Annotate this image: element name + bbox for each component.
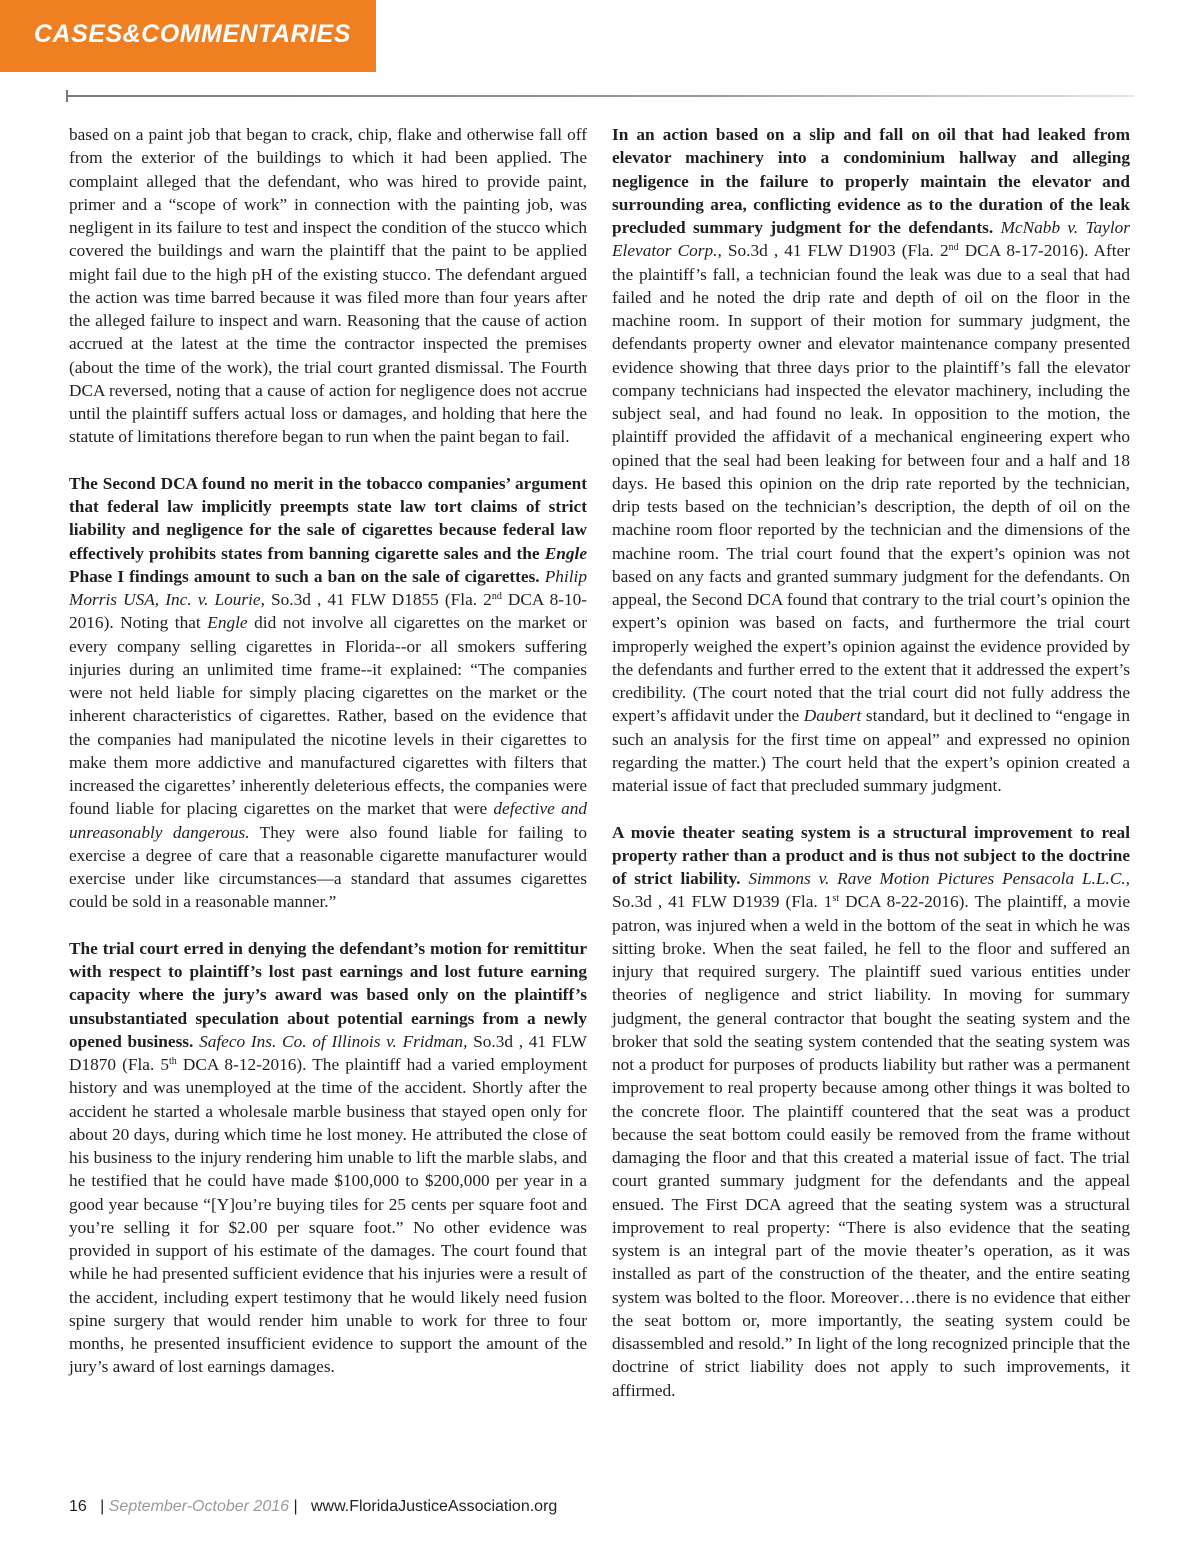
footer-separator: | xyxy=(293,1498,298,1515)
paragraph-text: DCA 8-22-2016). The plaintiff, a movie patron, was injured when a weld in the bottom of the seat in which he was sitting broke. When the seat failed, he fell to the floor and suffered an injury that required surgery. The plaintiff sued various entities under theories of negligence and strict liability. In moving for summary judgment, the general contractor that bought the seating system and the broker that sold the seating system contended that the seating system was not a product for purposes of products liability but rather was a permanent improvement to real property because among other things it was bolted to the concrete floor. The plaintiff countered that the seat was a product because the seat bottom could easily be removed from the frame without damaging the floor and that this created a material issue of fact. The trial court granted summary judgment for the defendants and the appeal ensued. The First DCA agreed that the seating system was a structural improvement to real property: “There is also evidence that the seating system is an integral part of the movie theater’s operation, as it was installed as part of the construction of the theater, and the entire seating system was bolted to the floor. Moreover…there is no evidence that either the seat bottom or, more importantly, the seating system could be disassembled and resold.” In light of the long recognized principle that the doctrine of strict liability does not apply to such improvements, it affirmed. xyxy=(612,892,1130,1400)
case-citation: Simmons v. Rave Motion Pictures Pensacola L.L.C., xyxy=(748,869,1130,888)
section-title: CASES&COMMENTARIES xyxy=(34,20,351,48)
page-number: 16 xyxy=(69,1498,87,1515)
case-headline: The trial court erred in denying the defendant’s motion for remittitur with respect to plaintiff’s lost past earnings and lost future earning capacity where the jury’s award was based only on the plaintiff’s unsubstantiated speculation about potential earnings from a newly opened business. xyxy=(69,938,587,1051)
section-header-tab xyxy=(0,0,376,72)
case-headline: A movie theater seating system is a structural improvement to real property rather than a product and is thus not subject to the doctrine of strict liability. xyxy=(612,822,1130,888)
ordinal-suffix: nd xyxy=(948,242,959,254)
paragraph-text: DCA 8-10-2016). Noting that xyxy=(69,590,587,633)
case-summary-fridman xyxy=(69,937,587,1379)
paragraph-text: DCA 8-12-2016). The plaintiff had a varied employment history and was unemployed at the time of the accident. Shortly after the accident he started a wholesale marble business that stayed open only for about 20 days, during which time he lost money. He attributed the close of his business to the injury rendering him unable to lift the marble slabs, and he testified that he could have made $100,000 to $200,000 per year in a good year because “[Y]ou’re buying tiles for 25 cents per square foot and you’re selling it for $2.00 per square foot.” No other evidence was provided in support of his estimate of the damages. The court found that while he had presented sufficient evidence that his injuries were a result of the accident, including expert testimony that he would likely need fusion spine surgery that would render him unable to work for three to four months, he presented insufficient evidence to support the amount of the jury’s award of lost earnings damages. xyxy=(69,1055,588,1377)
paragraph-text: DCA 8-17-2016). After the plaintiff’s fall, a technician found the leak was due to a seal that had failed and he noted the drip rate and depth of oil on the floor in the machine room. In support of their motion for summary judgment, the defendants property owner and elevator maintenance company presented evidence showing that three days prior to the plaintiff’s fall the elevator company technicians had inspected the elevator machinery, including the subject seal, and had found no leak. In opposition to the motion, the plaintiff provided the affidavit of a mechanical engineering expert who opined that the seal had been leaking for between four and a half and 18 days. He based this opinion on the drip rate reported by the technician, drip tests based on the technician’s description, the depth of oil on the machine room floor reported by the technician and the dimensions of the machine room. The trial court found that the expert’s opinion was not based on any facts and granted summary judgment for the defendants. On appeal, the Second DCA found that contrary to the trial court’s opinion the expert’s opinion was based on facts, and furthermore the trial court improperly weighed the expert’s opinion against the evidence provided by the defendants and further erred to the extent that it addressed the expert’s credibility. (The court noted that the trial court did not fully address the expert’s affidavit under the xyxy=(612,241,1130,726)
issue-date: September-October 2016 xyxy=(108,1498,290,1515)
left-column xyxy=(69,123,587,1379)
case-name-ref: Engle xyxy=(207,613,248,633)
ordinal-suffix: nd xyxy=(491,591,502,602)
headline-text: Phase I findings amount to such a ban on the sale of cigarettes. xyxy=(69,566,540,586)
paragraph-text: did not involve all cigarettes on the market or every company selling cigarettes in Florida--or all smokers suffering injuries during an unlimited time frame--it explained: “The companies were not held liable for simply placing cigarettes on the market or the inherent characteristics of cigarettes. Rather, based on the evidence that the companies had manipulated the nicotine levels in their cigarettes to make them more addictive and manufactured cigarettes with filters that increased the cigarettes’ inherently deleterious effects, the companies were found liable for placing cigarettes on the market that were xyxy=(69,613,587,819)
reporter-ref: So.3d , 41 FLW D1903 (Fla. 2 xyxy=(727,241,949,261)
reporter-ref: So.3d , 41 FLW D1855 (Fla. 2 xyxy=(271,590,492,609)
ordinal-suffix: th xyxy=(168,1056,177,1067)
case-name-ref: Daubert xyxy=(803,706,862,726)
case-citation: Philip Morris USA, Inc. v. Lourie, xyxy=(69,566,587,609)
case-headline: In an action based on a slip and fall on oil that had leaked from elevator machinery into a condominium hallway and alleging negligence in the failure to properly maintain the elevator and surrounding area, conflicting evidence as to the duration of the leak precluded summary judgment for the defendants. xyxy=(612,125,1130,237)
case-summary-paint-continued xyxy=(69,123,587,449)
reporter-ref: So.3d , 41 FLW D1939 (Fla. 1 xyxy=(612,892,833,912)
case-citation: McNabb v. Taylor Elevator Corp., xyxy=(612,218,1130,261)
case-summary-lourie xyxy=(69,472,587,914)
right-column xyxy=(612,123,1130,1402)
website-link[interactable]: www.FloridaJusticeAssociation.org xyxy=(310,1498,558,1515)
paragraph-text: based on a paint job that began to crack, chip, flake and otherwise fall off from the exterior of the buildings to which it had been applied. The complaint alleged that the defendant, who was hired to provide paint, primer and a “scope of work” in connection with the painting job, was negligent in its failure to test and inspect the condition of the stucco which covered the buildings and warn the plaintiff that the paint to be applied might fail due to the high pH of the existing stucco. The defendant argued the action was time barred because it was filed more than four years after the alleged failure to inspect and warn. Reasoning that the cause of action accrued at the latest at the time the contractor inspected the premises (about the time of the work), the trial court granted dismissal. The Fourth DCA reversed, noting that a cause of action for negligence does not accrue until the plaintiff suffers actual loss or damages, and holding that here the statute of limitations therefore began to run when the paint began to fail. xyxy=(69,125,587,447)
footer-separator: | xyxy=(100,1498,105,1515)
header-rule xyxy=(66,95,1134,97)
ordinal-suffix: st xyxy=(832,893,840,905)
case-summary-mcnabb xyxy=(612,123,1130,797)
reporter-ref: So.3d , 41 FLW D1870 (Fla. 5 xyxy=(69,1031,587,1074)
headline-text: The Second DCA found no merit in the tobacco companies’ argument that federal law implicitly preempts state law tort claims of strict liability and negligence for the sale of cigarettes because federal law effectively prohibits states from banning cigarette sales and the xyxy=(69,473,587,563)
page-footer xyxy=(69,1498,557,1516)
case-citation: Safeco Ins. Co. of Illinois v. Fridman, xyxy=(199,1031,468,1051)
emphasis-text: defective and unreasonably dangerous. xyxy=(69,799,587,842)
headline-case-name: Engle xyxy=(544,543,587,563)
paragraph-text: standard, but it declined to “engage in such an analysis for the first time on appeal” and expressed no opinion regarding the matter.) The court held that the expert’s opinion created a material issue of fact that precluded summary judgment. xyxy=(612,706,1130,795)
case-summary-simmons xyxy=(612,821,1130,1402)
case-headline xyxy=(69,474,587,586)
paragraph-text: They were also found liable for failing to exercise a degree of care that a reasonable cigarette manufacturer would exercise under like circumstances—a standard that assumes cigarettes could be sold in a reasonable manner.” xyxy=(69,822,587,912)
